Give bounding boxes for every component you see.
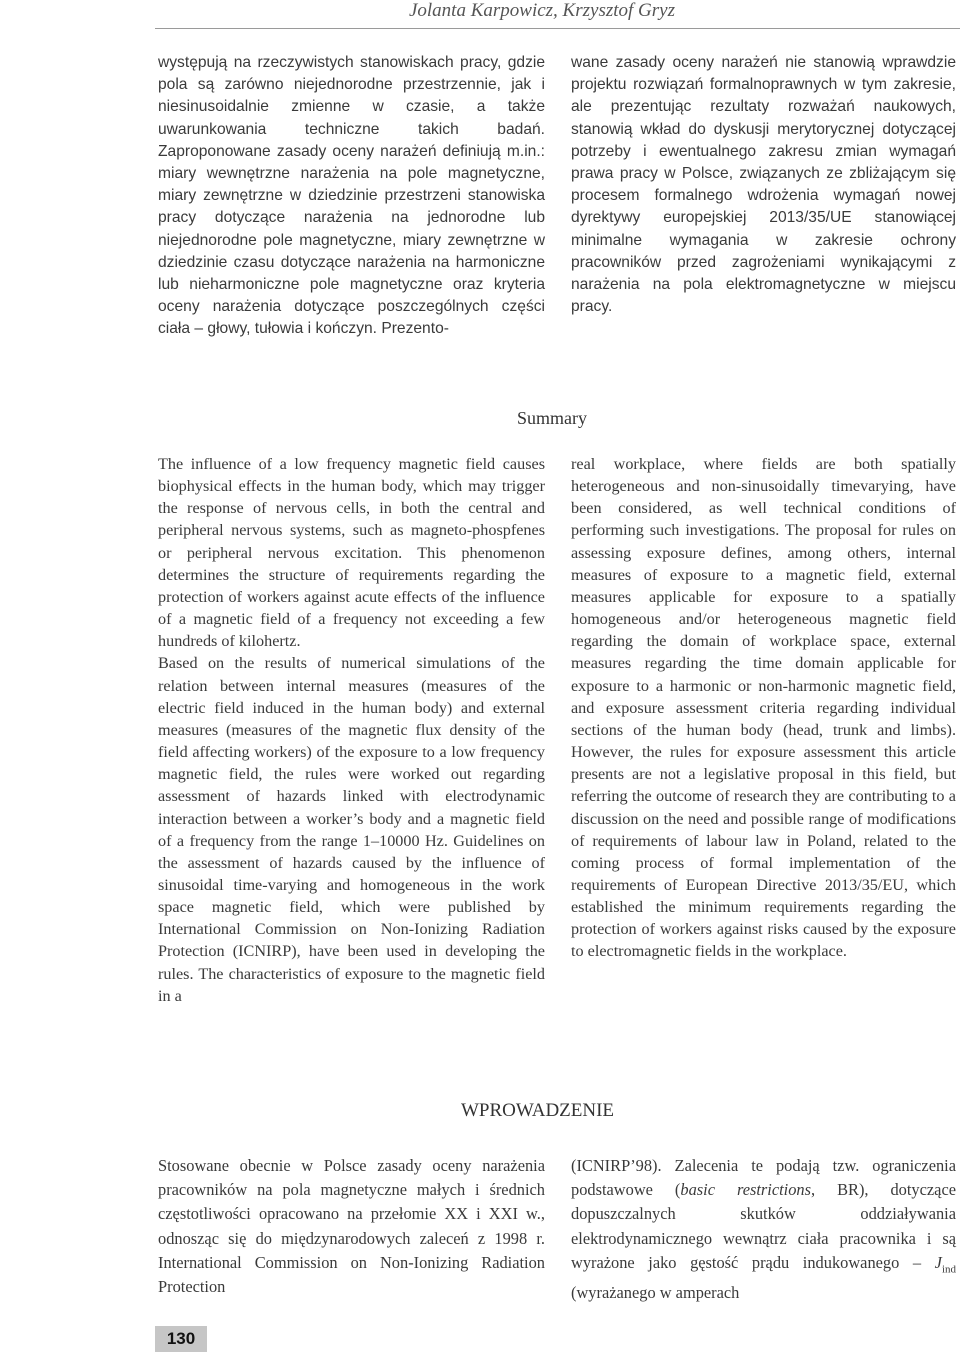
- top-left-column: [158, 52, 545, 341]
- summary-left-column: [158, 453, 545, 1007]
- top-right-paragraph: wane zasady oceny narażeń nie stanowią wprawdzie projektu rozwiązań formalnoprawnych w tym zakresie, ale prezentując rezultaty rozważań naukowych, stanowią wkład do dyskusji merytorycznej dotyczącej potrzeby i ewentualnego zakresu zmian wymagań prawa pracy w Polsce, związanych ze zbliżającym się procesem formalnego wdrożenia wymagań nowej dyrektywy europejskiej 2013/35/UE stanowiącej minimalne wymagania w zakresie ochrony pracowników przed zagrożeniami wynikającymi z narażenia na pola elektromagnetyczne w miejscu pracy.: [571, 54, 956, 316]
- introduction-right-column: [571, 1154, 956, 1306]
- introduction-paragraph-left: Stosowane obecnie w Polsce zasady oceny narażenia pracowników na pola magnetyczne małych i średnich częstotliwości opracowano na przełomie XX i XXI w., odnosząc się do międzynarodowych zaleceń z 1998 r. International Commission on Non-Ionizing Radiation Protection: [158, 1156, 545, 1297]
- page-number: 130: [155, 1326, 207, 1352]
- summary-right-column: [571, 453, 956, 963]
- summary-paragraph-1: The influence of a low frequency magnetic field causes biophysical effects in the human body, which may trigger the response of nervous cells, in both the central and peripheral nervous systems, such as magneto-phospfenes or peripheral nervous excitation. This phenomenon determines the structure of requirements regarding the protection of workers against acute effects of the influence of a magnetic field of a frequency not exceeding a few hundreds of kilohertz.: [158, 455, 545, 651]
- top-right-column: [571, 52, 956, 318]
- summary-heading: Summary: [517, 408, 587, 428]
- intro-right-text-3: (wyrażanego w amperach: [571, 1283, 740, 1303]
- introduction-heading: WPROWADZENIE: [461, 1100, 615, 1121]
- introduction-paragraph-right: [571, 1154, 956, 1306]
- current-density-subscript: ind: [941, 1263, 956, 1276]
- summary-paragraph-3: real workplace, where fields are both spatially heterogeneous and non-sinusoidally timevarying, have been considered, as well technical conditions of performing such investigations. The proposal for rules on assessing exposure defines, among others, internal measures of exposure to a magnetic field, external measures applicable for exposure to a spatially homogeneous and/or heterogeneous magnetic field regarding the domain of workplace space, external measures regarding the time domain applicable for exposure to a harmonic or non-harmonic magnetic field, and exposure assessment criteria regarding individual sections of the human body (head, trunk and limbs). However, the rules for exposure assessment this article presents are not a legislative proposal in this field, but referring the outcome of research they are contributing to a discussion on the need and possible range of modifications of requirements of labour law in Poland, related to the coming process of formal implementation of the requirements of European Directive 2013/35/EU, which established the minimum requirements regarding the protection of workers against risks caused by the exposure to electromagnetic fields in the workplace.: [571, 455, 956, 961]
- intro-right-text-1: (ICNIRP’98). Zalecenia te podają tzw. ograniczenia podstawowe (: [571, 1156, 956, 1200]
- header-rule: [155, 28, 960, 29]
- intro-right-italic-term: basic restrictions: [680, 1180, 812, 1200]
- summary-paragraph-2: Based on the results of numerical simulations of the relation between internal measures (measures of the electric field induced in the human body) and external measures (measures of the magnetic flux density of the field affecting workers) of the exposure to a low frequency magnetic field, the rules were worked out regarding assessment of hazards linked with electrodynamic interaction between a worker’s body and a magnetic field of a frequency from the range 1–10000 Hz. Guidelines on the assessment of hazards caused by the influence of sinusoidal time-varying and homogeneous in the work space magnetic field, which were published by International Commission on Non-Ionizing Radiation Protection (ICNIRP), have been used in developing the rules. The characteristics of exposure to the magnetic field in a: [158, 654, 545, 1005]
- header-authors: Jolanta Karpowicz, Krzysztof Gryz: [408, 0, 675, 21]
- intro-right-text-2: , BR), dotyczące dopuszczalnych skutków oddziaływania elektrodynamicznego wewnątrz ciała pracownika i są wyrażone jako gęstość prądu indukowanego –: [571, 1180, 956, 1272]
- introduction-left-column: [158, 1154, 545, 1299]
- top-left-paragraph: występują na rzeczywistych stanowiskach pracy, gdzie pola są zarówno niejednorodne przestrzennie, jak i niesinusoidalnie zmienne w czasie, a także uwarunkowania techniczne takich badań. Zaproponowane zasady oceny narażeń definiują m.in.: miary wewnętrzne narażenia na pole magnetyczne, miary zewnętrzne w dziedzinie przestrzeni stanowiska pracy dotyczące narażenia na jednorodne lub niejednorodne pole magnetyczne, miary zewnętrzne w dziedzinie czasu dotyczące narażenia na harmoniczne lub nieharmoniczne pole magnetyczne oraz kryteria oceny narażenia dotyczące poszczególnych części ciała – głowy, tułowia i kończyn. Prezento-: [158, 54, 545, 338]
- current-density-symbol: J: [934, 1252, 942, 1272]
